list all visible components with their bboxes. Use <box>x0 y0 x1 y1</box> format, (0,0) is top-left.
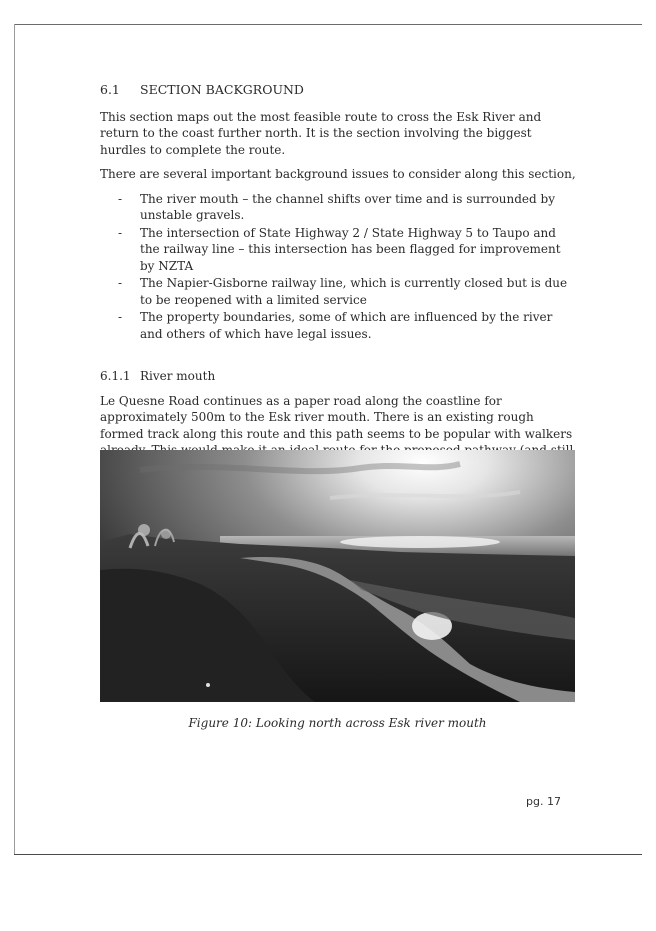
subsection-title: River mouth <box>140 369 216 383</box>
bullet-marker: - <box>118 191 123 206</box>
list-item-text: The Napier-Gisborne railway line, which is currently closed but is due to be reopened with a limited service <box>140 276 568 307</box>
bullet-marker: - <box>118 225 123 240</box>
bullet-marker: - <box>118 276 123 290</box>
list-item <box>100 275 578 308</box>
issues-list <box>100 191 578 343</box>
subsection-number: 6.1.1 <box>100 369 131 383</box>
list-item-text: The river mouth – the channel shifts over time and is surrounded by unstable gravels. <box>140 191 555 222</box>
scan-border-bottom <box>14 854 642 855</box>
page-number: pg. 17 <box>526 795 561 808</box>
issues-intro: There are several important background issues to consider along this section, <box>100 167 576 181</box>
section-number: 6.1 <box>100 82 120 97</box>
section-title: SECTION BACKGROUND <box>140 82 304 97</box>
list-item <box>100 225 578 275</box>
subsection-heading <box>100 368 578 385</box>
page-content <box>100 82 578 500</box>
scan-border-top <box>14 24 642 25</box>
section-intro: This section maps out the most feasible route to cross the Esk River and return to the coast further north. It is the section involving the biggest hurdles to complete the route. <box>100 109 542 157</box>
figure-caption: Figure 10: Looking north across Esk river mouth <box>188 716 487 730</box>
list-item <box>100 191 578 224</box>
subsection-body: Le Quesne Road continues as a paper road along the coastline for approximately 500m to the Esk river mouth. There is an existing rough formed track along this route and this path seems to be popular with walkers <box>100 393 573 441</box>
list-item-text: The property boundaries, some of which are influenced by the river and others of which have legal issues. <box>140 310 553 341</box>
list-item-text: The intersection of State Highway 2 / State Highway 5 to Taupo and the railway line – this intersection has been flagged for improvement by NZTA <box>140 225 561 273</box>
scan-border-left <box>14 24 15 855</box>
list-item <box>100 309 578 342</box>
section-heading <box>100 82 578 99</box>
bullet-marker: - <box>118 310 123 324</box>
river-mouth-photo <box>100 450 575 702</box>
